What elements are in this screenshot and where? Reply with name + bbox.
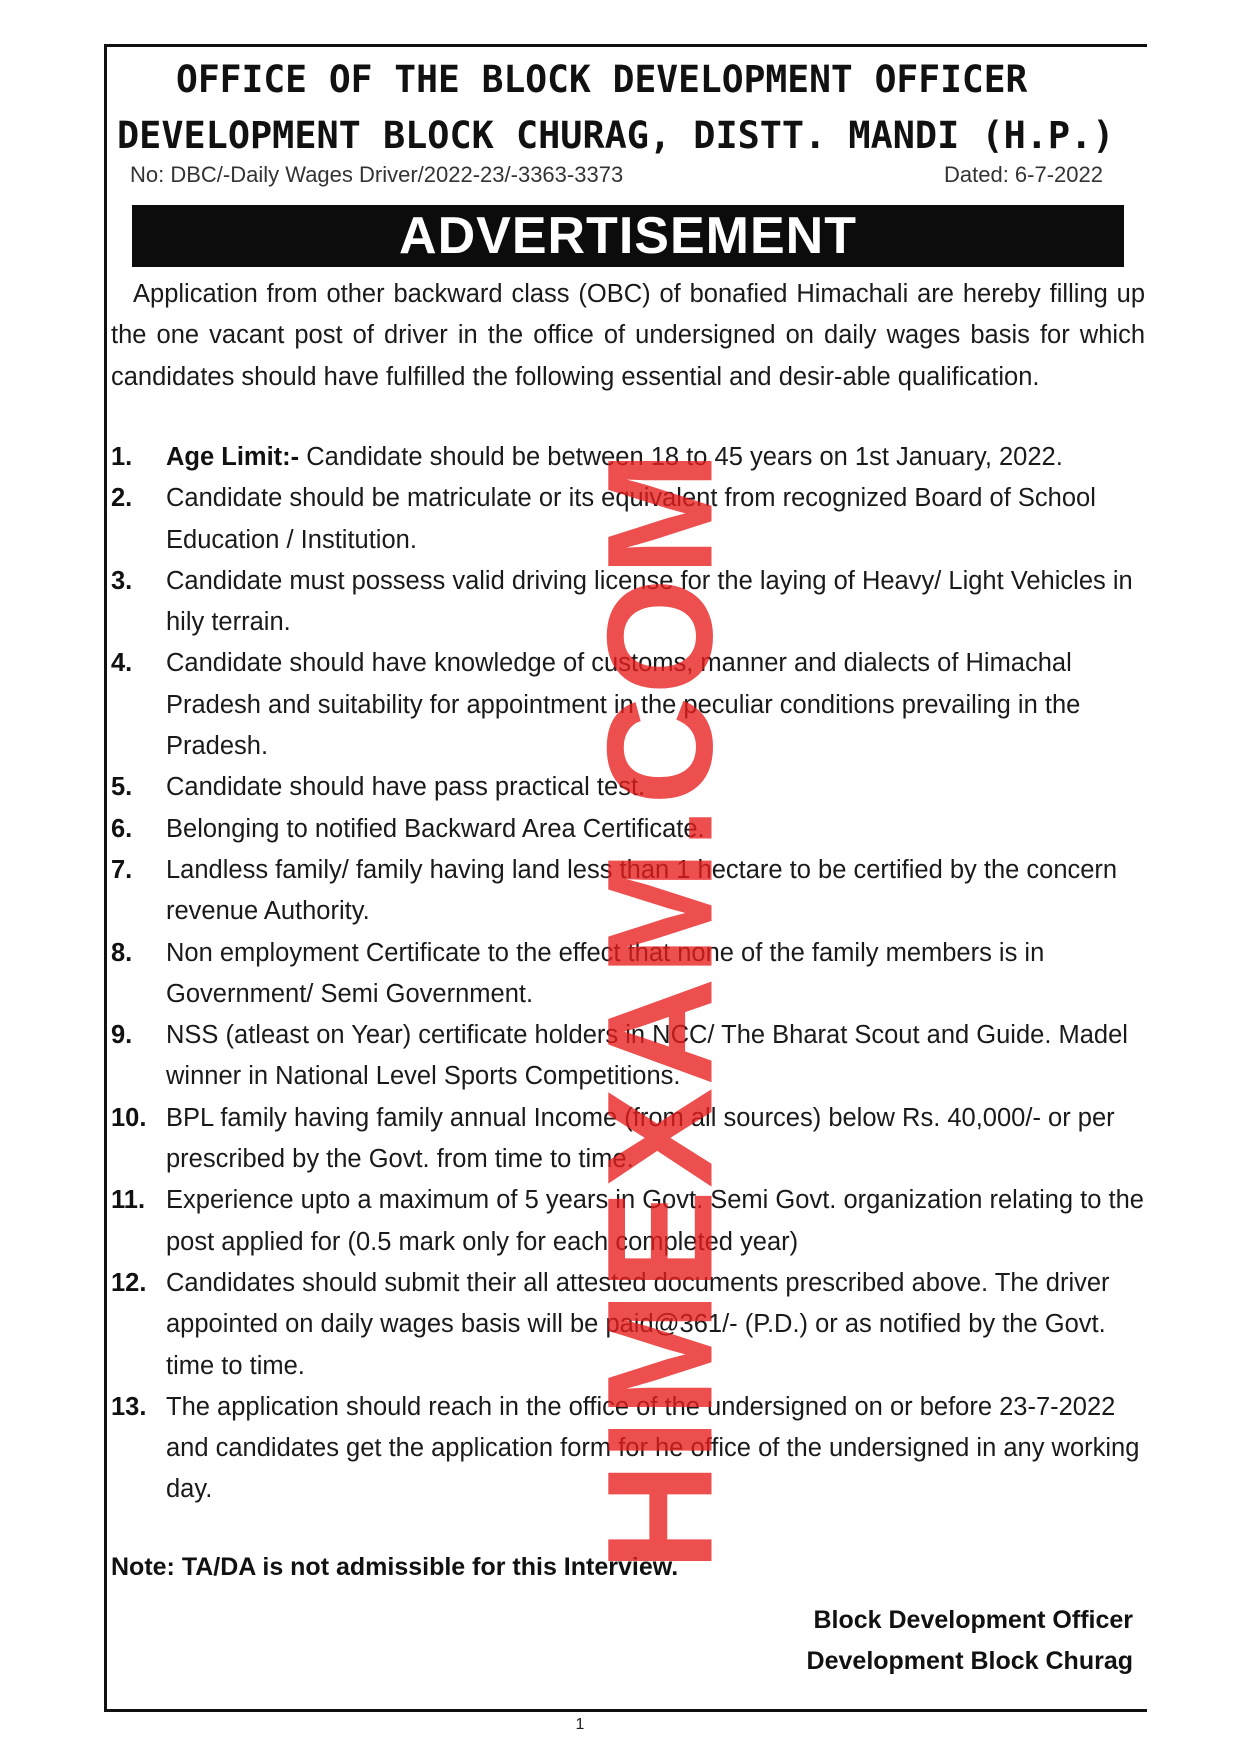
qualification-list bbox=[111, 437, 1145, 1511]
list-item bbox=[111, 1263, 1145, 1387]
office-location: DEVELOPMENT BLOCK CHURAG, DISTT. MANDI (H.P.) bbox=[117, 114, 1115, 157]
item-number: 9. bbox=[111, 1021, 133, 1050]
list-item bbox=[111, 561, 1145, 644]
item-text: Non employment Certificate to the effect that none of the family members is in Government/ Semi Government. bbox=[166, 938, 1045, 1008]
item-text: The application should reach in the office of the undersigned on or before 23-7-2022 and candidates get the application form for he office of the undersigned in any working day. bbox=[166, 1392, 1140, 1504]
item-text: Candidate should have knowledge of customs, manner and dialects of Himachal Pradesh and suitability for appointment in the peculiar conditions prevailing in the Pradesh. bbox=[166, 649, 1081, 761]
note: Note: TA/DA is not admissible for this Interview. bbox=[111, 1553, 679, 1581]
signature-title: Block Development Officer bbox=[813, 1606, 1133, 1634]
office-title: OFFICE OF THE BLOCK DEVELOPMENT OFFICER bbox=[176, 58, 1028, 101]
item-number: 8. bbox=[111, 938, 133, 967]
list-item bbox=[111, 809, 1145, 850]
intro-paragraph: Application from other backward class (OBC) of bonafied Himachali are hereby filling up the one vacant post of driver in the office of undersigned on daily wages basis for which candidates should have fulfilled the following essential and desir-able qualification. bbox=[111, 280, 1145, 391]
signature-office: Development Block Churag bbox=[806, 1647, 1133, 1675]
item-number: 3. bbox=[111, 566, 133, 595]
list-item bbox=[111, 933, 1145, 1016]
item-text: Belonging to notified Backward Area Certificate. bbox=[166, 814, 705, 843]
item-text: Experience upto a maximum of 5 years in Govt. Semi Govt. organization relating to the post applied for (0.5 mark only for each completed year) bbox=[166, 1186, 1144, 1256]
item-number: 13. bbox=[111, 1392, 147, 1421]
watermark: HIMEXAM.COM bbox=[575, 449, 744, 1571]
item-number: 1. bbox=[111, 443, 133, 471]
list-item bbox=[111, 1015, 1145, 1098]
item-text: Landless family/ family having land less than 1 hectare to be certified by the concern revenue Authority. bbox=[166, 855, 1118, 926]
item-number: 2. bbox=[111, 484, 133, 513]
item-number: 5. bbox=[111, 773, 133, 802]
item-text: BPL family having family annual Income (from all sources) below Rs. 40,000/- or per prescribed by the Govt. from time to time. bbox=[166, 1103, 1115, 1174]
item-number: 4. bbox=[111, 649, 133, 678]
reference-date: Dated: 6-7-2022 bbox=[944, 162, 1103, 187]
list-item bbox=[111, 1098, 1145, 1181]
item-number: 11. bbox=[111, 1186, 146, 1215]
item-text: NSS (atleast on Year) certificate holders in NCC/ The Bharat Scout and Guide. Madel winner in National Level Sports Competitions. bbox=[166, 1021, 1128, 1091]
item-number: 10. bbox=[111, 1103, 147, 1132]
list-item bbox=[111, 767, 1145, 808]
advertisement-banner: ADVERTISEMENT bbox=[132, 205, 1124, 267]
list-item bbox=[111, 478, 1145, 561]
reference-number: No: DBC/-Daily Wages Driver/2022-23/-3363-3373 bbox=[130, 162, 624, 187]
page-number: 1 bbox=[575, 1716, 585, 1733]
item-text: Candidates should submit their all attested documents prescribed above. The driver appointed on daily wages basis will be paid@361/- (P.D.) or as notified by the Govt. time to time. bbox=[166, 1268, 1110, 1380]
item-text: Candidate should be matriculate or its equivalent from recognized Board of School Education / Institution. bbox=[166, 484, 1096, 554]
item-lead: Age Limit:- bbox=[166, 443, 300, 471]
list-item bbox=[111, 437, 1145, 478]
item-text: Candidate must possess valid driving license for the laying of Heavy/ Light Vehicles in hily terrain. bbox=[166, 566, 1133, 637]
item-number: 6. bbox=[111, 814, 133, 843]
list-item bbox=[111, 1180, 1145, 1263]
item-number: 12. bbox=[111, 1268, 147, 1297]
list-item bbox=[111, 643, 1145, 767]
item-text: Candidate should have pass practical test. bbox=[166, 773, 646, 802]
item-text: Candidate should be between 18 to 45 years on 1st January, 2022. bbox=[299, 443, 1063, 471]
list-item bbox=[111, 850, 1145, 933]
signature-block bbox=[807, 1600, 1133, 1682]
item-number: 7. bbox=[111, 855, 133, 884]
list-item bbox=[111, 1387, 1145, 1511]
